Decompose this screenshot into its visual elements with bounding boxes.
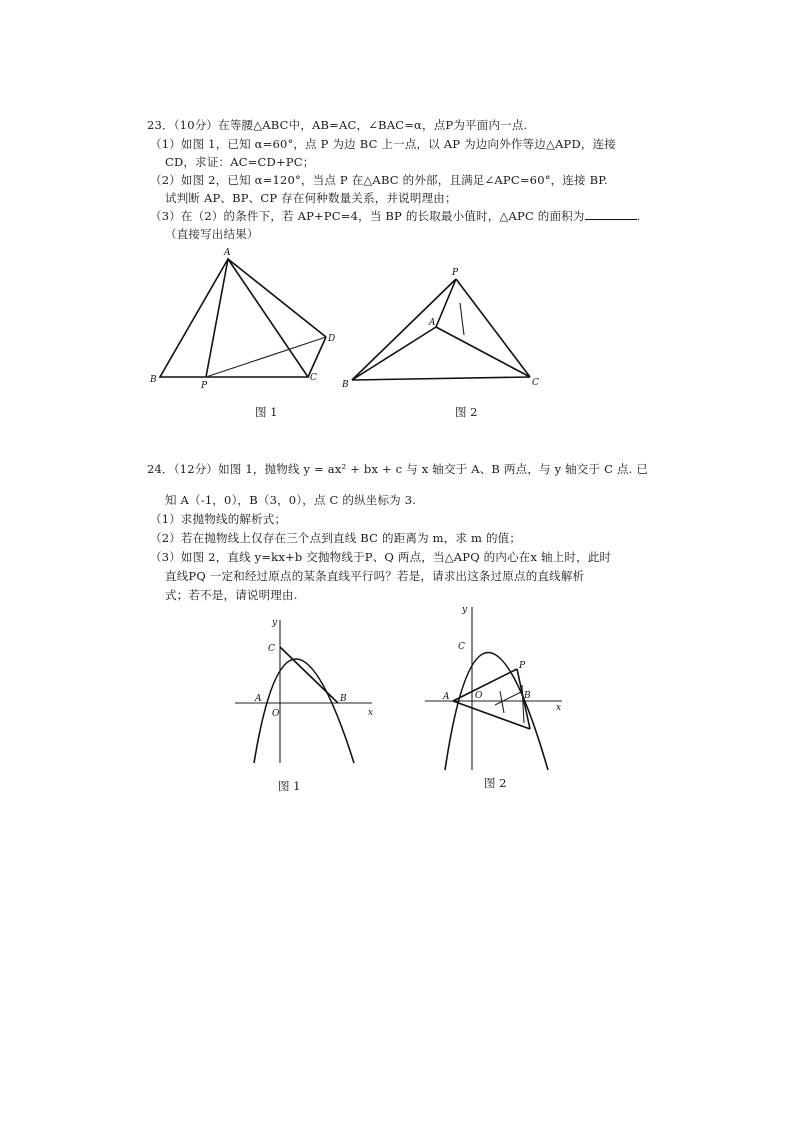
label-d: D: [328, 334, 336, 344]
label-b: B: [150, 375, 157, 385]
q23-part2-cont: 试判断 AP、BP、CP 存在何种数量关系，并说明理由；: [165, 191, 457, 205]
label-c: C: [532, 378, 539, 388]
label-o: O: [272, 709, 280, 719]
segment-ad: [228, 259, 326, 337]
label-a: A: [255, 694, 262, 704]
segment-pd: [206, 337, 326, 377]
q23-part2: （2）如图 2，已知 α=120°，当点 P 在△ABC 的外部，且满足∠APC=60°，连接 BP.: [150, 173, 608, 187]
q24-part3: （3）如图 2，直线 y=kx+b 交抛物线于P、Q 两点，当△APQ 的内心在x 轴上时，此时: [150, 550, 612, 564]
q23-figure-2: [340, 265, 550, 390]
parabola: [254, 659, 354, 763]
q23-part3-cont: （直接写出结果）: [165, 227, 259, 241]
label-x: x: [368, 708, 374, 718]
segment-cb: [280, 647, 338, 703]
label-p: P: [519, 661, 526, 671]
label-p: P: [201, 381, 208, 391]
segment-pc: [456, 279, 530, 377]
label-c: C: [310, 373, 317, 383]
q24-part3-cont2: 式；若不是，请说明理由.: [165, 588, 298, 602]
label-c: C: [458, 642, 465, 652]
q24-figure-2: [420, 605, 570, 770]
parabola: [445, 653, 548, 771]
q24-fig2-caption: 图 2: [484, 776, 507, 790]
q23-part3: [150, 209, 640, 223]
q24-header-cont: 知 A（-1，0），B（3，0），点 C 的纵坐标为 3.: [165, 493, 417, 507]
q23-part3-tail: .: [636, 209, 641, 223]
q23-part1-cont: CD，求证：AC=CD+PC；: [165, 155, 315, 169]
label-y: y: [272, 618, 278, 628]
label-o: O: [475, 691, 483, 701]
segment-pa: [436, 279, 456, 327]
segment-ab: [352, 327, 436, 380]
label-y: y: [462, 605, 468, 615]
q24-header: 24．（12分）如图 1，抛物线 y = ax² + bx + c 与 x 轴交于 A、B 两点，与 y 轴交于 C 点. 已: [147, 462, 649, 476]
q23-part3-text: （3）在（2）的条件下，若 AP+PC=4，当 BP 的长取最小值时，△APC 的面积为: [150, 209, 585, 223]
segment-cd: [308, 337, 326, 377]
q23-fig1-caption: 图 1: [255, 405, 278, 419]
label-a: A: [429, 318, 436, 328]
q24-fig1-caption: 图 1: [278, 779, 301, 793]
label-x: x: [556, 703, 562, 713]
q24-figure-1: [230, 615, 380, 765]
label-a: A: [224, 248, 231, 258]
label-c: C: [268, 644, 275, 654]
segment-aq: [453, 701, 530, 729]
pencil-mark: [460, 303, 464, 335]
label-p: P: [452, 268, 459, 278]
segment-ac: [436, 327, 530, 377]
label-b: B: [340, 694, 347, 704]
q24-part2: （2）若在抛物线上仅存在三个点到直线 BC 的距离为 m，求 m 的值；: [150, 531, 522, 545]
q23-header: 23．（10分）在等腰△ABC中，AB=AC，∠BAC=α，点P为平面内一点.: [147, 118, 528, 132]
q23-fig2-caption: 图 2: [455, 405, 478, 419]
triangle-abc: [160, 259, 308, 377]
q23-part1: （1）如图 1，已知 α=60°，点 P 为边 BC 上一点，以 AP 为边向外作等边△APD，连接: [150, 137, 617, 151]
q24-part3-cont: 直线PQ 一定和经过原点的某条直线平行吗？若是，请求出这条过原点的直线解析: [165, 569, 585, 583]
segment-ap: [453, 669, 517, 701]
q24-part1: （1）求抛物线的解析式；: [150, 512, 287, 526]
segment-bc: [352, 377, 530, 380]
label-a: A: [443, 692, 450, 702]
label-b: B: [342, 380, 349, 390]
answer-blank: [585, 209, 637, 220]
label-b: B: [524, 691, 531, 701]
q23-figure-1: [140, 245, 350, 395]
aux-line-1: [495, 691, 523, 705]
